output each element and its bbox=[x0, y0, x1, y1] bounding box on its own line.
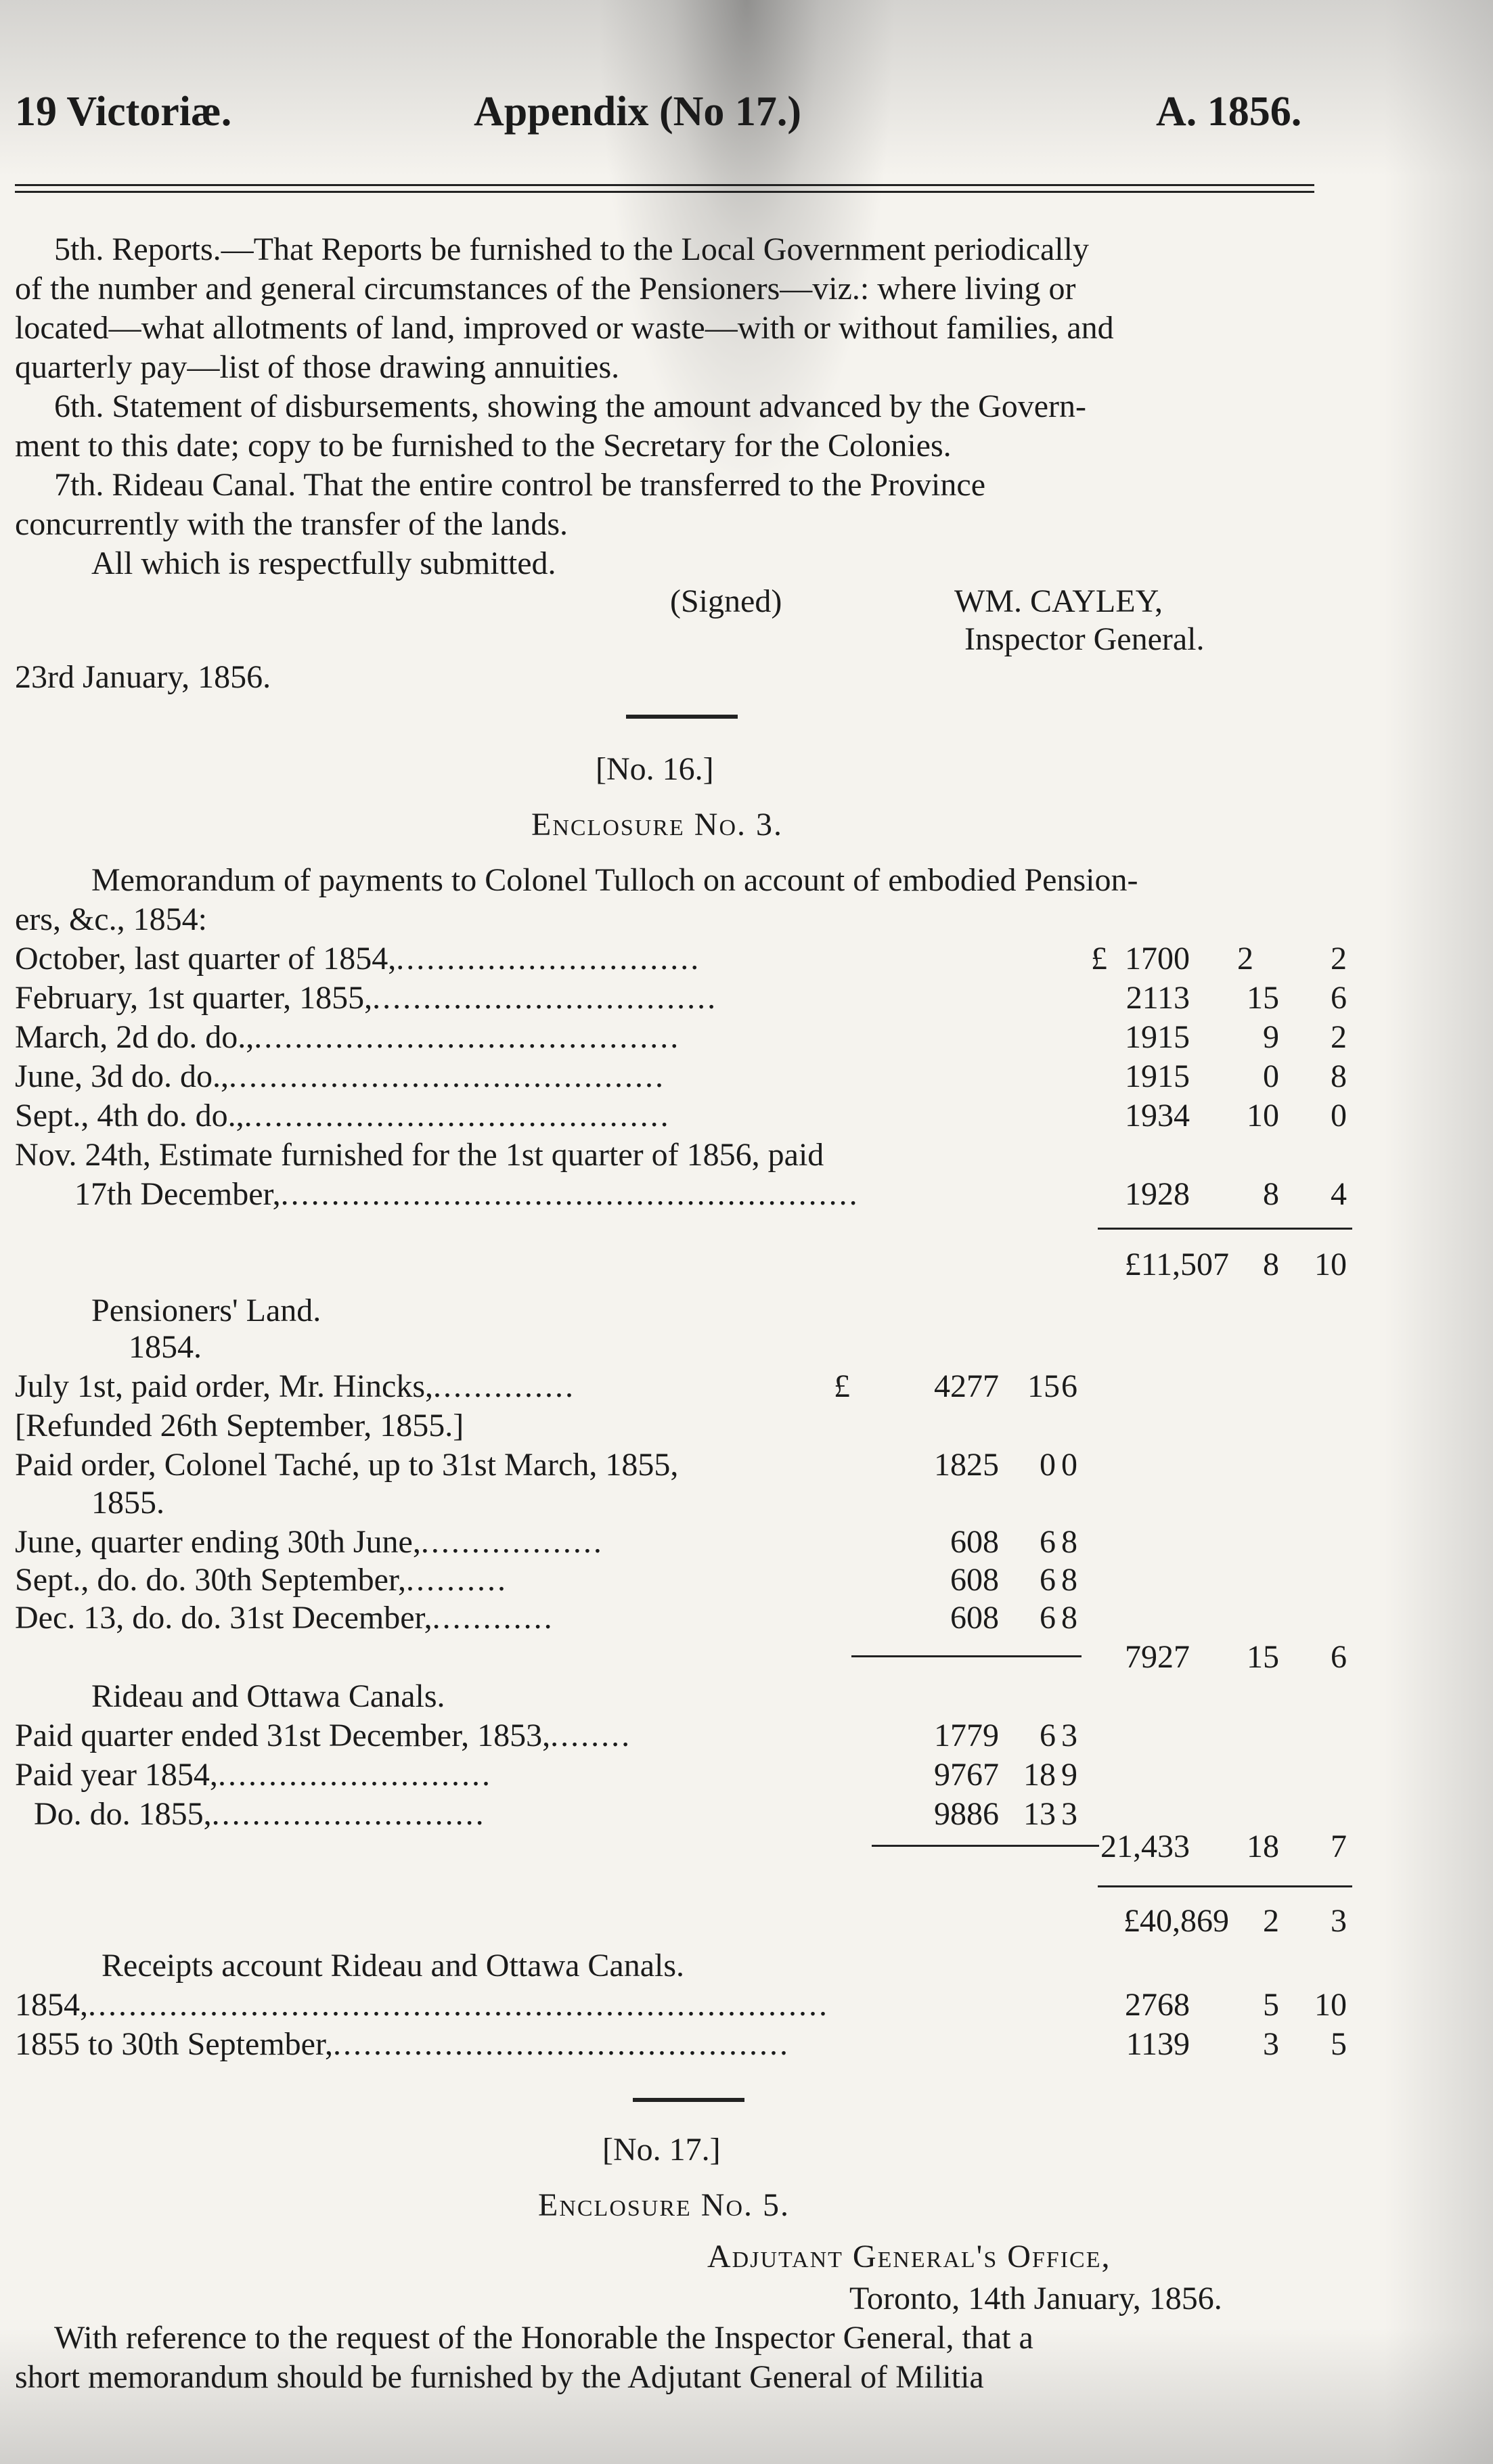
header-rule-top bbox=[15, 184, 1314, 186]
section-17-number: [No. 17.] bbox=[602, 2132, 721, 2168]
land-item-label: June, quarter ending 30th June,.................. bbox=[15, 1524, 604, 1560]
receipt-pounds: 1139 bbox=[1126, 2026, 1190, 2062]
estimate-line-2: 17th December,......................................................... bbox=[74, 1176, 860, 1212]
canal-item-shillings: 13 bbox=[1023, 1796, 1056, 1832]
paragraph-5-line-2: of the number and general circumstances of the Pensioners—viz.: where living or bbox=[15, 271, 1076, 307]
subtotal-pounds: £11,507 bbox=[1124, 1247, 1229, 1282]
payment-pounds: 1934 bbox=[1125, 1098, 1190, 1134]
closing-line: All which is respectfully submitted. bbox=[91, 545, 556, 581]
payment-label: February, 1st quarter, 1855,.................................. bbox=[15, 980, 718, 1016]
receipt-shillings: 5 bbox=[1263, 1987, 1279, 2023]
land-item-pence: 8 bbox=[1061, 1562, 1077, 1598]
total-rule bbox=[1098, 1228, 1352, 1230]
land-item-label: Paid order, Colonel Taché, up to 31st March, 1855, bbox=[15, 1447, 679, 1483]
land-item-label: 1855. bbox=[91, 1485, 164, 1521]
payment-label: June, 3d do. do.,........................................... bbox=[15, 1058, 665, 1094]
land-item-pence: 6 bbox=[1061, 1368, 1077, 1404]
land-total-shillings: 15 bbox=[1247, 1639, 1279, 1675]
land-item-pounds: 608 bbox=[950, 1524, 999, 1560]
payment-shillings: 10 bbox=[1247, 1098, 1279, 1134]
memo-date: 23rd January, 1856. bbox=[15, 659, 271, 695]
memorandum-line-1: Memorandum of payments to Colonel Tulloch on account of embodied Pension- bbox=[91, 862, 1138, 898]
canal-total-shillings: 18 bbox=[1247, 1829, 1279, 1864]
land-item-label: [Refunded 26th September, 1855.] bbox=[15, 1408, 464, 1443]
paragraph-7-line-1: 7th. Rideau Canal. That the entire control be transferred to the Province bbox=[54, 467, 985, 503]
paragraph-7-line-2: concurrently with the transfer of the lands. bbox=[15, 506, 569, 542]
place-date: Toronto, 14th January, 1856. bbox=[849, 2281, 1222, 2316]
canal-item-pounds: 9767 bbox=[934, 1757, 999, 1793]
land-item-shillings: 6 bbox=[1040, 1524, 1056, 1560]
land-subtotal-rule bbox=[851, 1655, 1082, 1657]
canal-item-pence: 3 bbox=[1061, 1718, 1077, 1753]
canal-item-label: Paid quarter ended 31st December, 1853,........ bbox=[15, 1718, 632, 1753]
payment-shillings: 9 bbox=[1263, 1019, 1279, 1055]
estimate-shillings: 8 bbox=[1263, 1176, 1279, 1212]
land-total-pounds: 7927 bbox=[1125, 1639, 1190, 1675]
canal-total-pounds: 21,433 bbox=[1100, 1829, 1190, 1864]
canal-item-pounds: 9886 bbox=[934, 1796, 999, 1832]
receipt-pounds: 2768 bbox=[1125, 1987, 1190, 2023]
section-16-number: [No. 16.] bbox=[596, 751, 714, 787]
signer-name: WM. CAYLEY, bbox=[954, 583, 1163, 619]
canal-item-shillings: 18 bbox=[1023, 1757, 1056, 1793]
grand-total-pounds: £40,869 bbox=[1123, 1903, 1229, 1939]
land-item-label: Dec. 13, do. do. 31st December,............ bbox=[15, 1600, 554, 1636]
payment-pence: 8 bbox=[1331, 1058, 1347, 1094]
land-item-shillings: 6 bbox=[1040, 1562, 1056, 1598]
receipts-heading: Receipts account Rideau and Ottawa Canals. bbox=[102, 1948, 685, 1984]
header-session: 19 Victoriæ. bbox=[15, 89, 232, 135]
canal-heading: Rideau and Ottawa Canals. bbox=[91, 1678, 445, 1714]
receipt-pence: 5 bbox=[1331, 2026, 1347, 2062]
header-rule-bottom bbox=[15, 191, 1314, 193]
currency-symbol: £ bbox=[1091, 941, 1107, 977]
payment-label: March, 2d do. do.,.......................................... bbox=[15, 1019, 681, 1055]
canal-item-shillings: 6 bbox=[1040, 1718, 1056, 1753]
paragraph-5-line-3: located—what allotments of land, improved or waste—with or without families, and bbox=[15, 310, 1114, 346]
land-item-pence: 8 bbox=[1061, 1524, 1077, 1560]
grand-total-pence: 3 bbox=[1331, 1903, 1347, 1939]
payment-pence: 2 bbox=[1331, 941, 1347, 977]
payment-shillings: 15 bbox=[1247, 980, 1279, 1016]
canal-item-pounds: 1779 bbox=[934, 1718, 999, 1753]
header-year: A. 1856. bbox=[1156, 89, 1302, 135]
canal-item-label: Paid year 1854,........................... bbox=[15, 1757, 492, 1793]
payment-label: Sept., 4th do. do.,.......................................... bbox=[15, 1098, 671, 1134]
receipt-shillings: 3 bbox=[1263, 2026, 1279, 2062]
receipt-label: 1854,......................................................................... bbox=[15, 1987, 829, 2023]
land-item-label: Sept., do. do. 30th September,.......... bbox=[15, 1562, 508, 1598]
paragraph-6-line-2: ment to this date; copy to be furnished to the Secretary for the Colonies. bbox=[15, 428, 952, 464]
section-divider bbox=[626, 715, 738, 719]
payment-shillings: 0 bbox=[1263, 1058, 1279, 1094]
payment-pounds: 1700 bbox=[1125, 941, 1190, 977]
land-item-pounds: 1825 bbox=[934, 1447, 999, 1483]
land-item-shillings: 15 bbox=[1027, 1368, 1060, 1404]
canal-item-label: Do. do. 1855,........................... bbox=[34, 1796, 486, 1832]
land-year: 1854. bbox=[129, 1329, 202, 1365]
estimate-pence: 4 bbox=[1331, 1176, 1347, 1212]
land-item-pounds: 608 bbox=[950, 1600, 999, 1636]
page-header bbox=[0, 88, 1493, 149]
body-line-2: short memorandum should be furnished by the Adjutant General of Militia bbox=[15, 2359, 984, 2395]
payment-shillings: 2 bbox=[1237, 941, 1253, 977]
paragraph-6-line-1: 6th. Statement of disbursements, showing the amount advanced by the Govern- bbox=[54, 388, 1087, 424]
subtotal-pence: 10 bbox=[1314, 1247, 1347, 1282]
payment-pence: 6 bbox=[1331, 980, 1347, 1016]
memorandum-line-2: ers, &c., 1854: bbox=[15, 901, 207, 937]
paragraph-5-line-4: quarterly pay—list of those drawing annuities. bbox=[15, 349, 620, 385]
grand-total-rule bbox=[1098, 1885, 1352, 1887]
section-divider bbox=[633, 2098, 744, 2102]
section-17-enclosure: Enclosure No. 5. bbox=[538, 2187, 790, 2223]
subtotal-shillings: 8 bbox=[1263, 1247, 1279, 1282]
payment-pounds: 1915 bbox=[1125, 1058, 1190, 1094]
receipt-label: 1855 to 30th September,............................................. bbox=[15, 2026, 790, 2062]
currency-symbol: £ bbox=[834, 1368, 850, 1404]
land-heading: Pensioners' Land. bbox=[91, 1293, 321, 1328]
canal-item-pence: 9 bbox=[1061, 1757, 1077, 1793]
canal-subtotal-rule bbox=[872, 1845, 1099, 1847]
payment-label: October, last quarter of 1854,.............................. bbox=[15, 941, 701, 977]
land-item-pence: 0 bbox=[1061, 1447, 1077, 1483]
land-total-pence: 6 bbox=[1331, 1639, 1347, 1675]
payment-pence: 2 bbox=[1331, 1019, 1347, 1055]
grand-total-shillings: 2 bbox=[1263, 1903, 1279, 1939]
canal-total-pence: 7 bbox=[1331, 1829, 1347, 1864]
land-item-label: July 1st, paid order, Mr. Hincks,.............. bbox=[15, 1368, 576, 1404]
header-appendix: Appendix (No 17.) bbox=[474, 89, 802, 135]
paragraph-5-line-1: 5th. Reports.—That Reports be furnished to the Local Government periodically bbox=[54, 231, 1089, 267]
estimate-line-1: Nov. 24th, Estimate furnished for the 1st quarter of 1856, paid bbox=[15, 1137, 824, 1173]
signer-title: Inspector General. bbox=[964, 621, 1205, 657]
payment-pounds: 1915 bbox=[1125, 1019, 1190, 1055]
signed-label: (Signed) bbox=[670, 583, 782, 619]
land-item-pounds: 608 bbox=[950, 1562, 999, 1598]
land-item-shillings: 0 bbox=[1040, 1447, 1056, 1483]
receipt-pence: 10 bbox=[1314, 1987, 1347, 2023]
land-item-shillings: 6 bbox=[1040, 1600, 1056, 1636]
office-name: Adjutant General's Office, bbox=[707, 2239, 1111, 2275]
payment-pence: 0 bbox=[1331, 1098, 1347, 1134]
body-line-1: With reference to the request of the Honorable the Inspector General, that a bbox=[54, 2320, 1033, 2356]
canal-item-pence: 3 bbox=[1061, 1796, 1077, 1832]
estimate-pounds: 1928 bbox=[1125, 1176, 1190, 1212]
land-item-pounds: 4277 bbox=[934, 1368, 999, 1404]
section-16-enclosure: Enclosure No. 3. bbox=[531, 807, 784, 843]
land-item-pence: 8 bbox=[1061, 1600, 1077, 1636]
payment-pounds: 2113 bbox=[1126, 980, 1190, 1016]
